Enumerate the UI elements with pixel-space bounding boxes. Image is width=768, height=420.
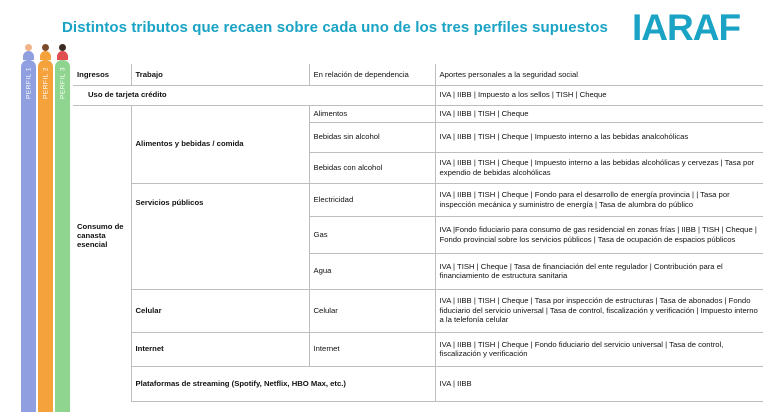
electricidad-taxes: IVA | IIBB | TISH | Cheque | Fondo para el desarrollo de energía provincia | | Tasa por inspección mecánica y suministro de energía | Tasa de alumbra do público — [435, 183, 763, 216]
alimentos-taxes: IVA | IIBB | TISH | Cheque — [435, 105, 763, 122]
agua-taxes: IVA | TISH | Cheque | Tasa de financiación del ente regulador | Contribución para el financiamiento de estructura sanitaria — [435, 253, 763, 289]
logo-text: IARAF — [632, 7, 741, 48]
perfil-3-bar — [55, 60, 70, 412]
gas-sub: Gas — [309, 216, 435, 253]
perfil-2-person-icon — [38, 44, 53, 60]
bebidas-con-taxes: IVA | IIBB | TISH | Cheque | Impuesto interno a las bebidas alcohólicas y cervezas | Tasa por expendio de bebidas alcohólicas — [435, 152, 763, 183]
perfil-1-label: PERFIL 1 — [25, 66, 32, 99]
table-row-internet — [73, 332, 763, 366]
perfil-2-label: PERFIL 2 — [42, 66, 49, 99]
electricidad-sub: Electricidad — [309, 183, 435, 216]
perfil-3-label: PERFIL 3 — [59, 66, 66, 99]
relacion-label: En relación de dependencia — [309, 64, 435, 85]
perfil-1-bar — [21, 60, 36, 412]
celular-label: Celular — [131, 289, 309, 332]
page-title: Distintos tributos que recaen sobre cada uno de los tres perfiles supuestos — [62, 19, 608, 36]
table-row-streaming — [73, 366, 763, 401]
bebidas-con-sub: Bebidas con alcohol — [309, 152, 435, 183]
consumo-label: Consumo de canasta esencial — [77, 221, 124, 250]
agua-sub: Agua — [309, 253, 435, 289]
bebidas-sin-taxes: IVA | IIBB | TISH | Cheque | Impuesto interno a las bebidas analcohólicas — [435, 122, 763, 152]
bebidas-sin-sub: Bebidas sin alcohol — [309, 122, 435, 152]
gas-taxes: IVA |Fondo fiduciario para consumo de gas residencial en zonas frías | IIBB | TISH | Cheque | Fondo provincial sobre los servicios públicos | Tasa de ocupación de espacios públicos — [435, 216, 763, 253]
table-row-alimentos — [73, 105, 763, 122]
table-row-tarjeta — [73, 85, 763, 105]
table-row-ingresos — [73, 64, 763, 85]
internet-sub: Internet — [309, 332, 435, 366]
alimentos-sub: Alimentos — [309, 105, 435, 122]
celular-sub: Celular — [309, 289, 435, 332]
perfil-2-bar — [38, 60, 53, 412]
internet-taxes: IVA | IIBB | TISH | Cheque | Fondo fiduciario del servicio universal | Tasa de control, fiscalización y verificación — [435, 332, 763, 366]
trabajo-label: Trabajo — [131, 64, 309, 85]
perfil-1-person-icon — [21, 44, 36, 60]
streaming-taxes: IVA | IIBB — [435, 366, 763, 401]
tarjeta-label: Uso de tarjeta crédito — [73, 85, 435, 105]
internet-label: Internet — [131, 332, 309, 366]
alimentos-label: Alimentos y bebidas / comida — [131, 105, 309, 183]
tax-table — [73, 64, 763, 402]
aportes-label: Aportes personales a la seguridad social — [435, 64, 763, 85]
servicios-label: Servicios públicos — [131, 183, 309, 289]
table-row-celular — [73, 289, 763, 332]
perfil-3-person-icon — [55, 44, 70, 60]
table-row-electricidad — [73, 183, 763, 216]
iaraf-logo — [632, 7, 742, 49]
ingresos-label: Ingresos — [73, 64, 131, 85]
streaming-label: Plataformas de streaming (Spotify, Netflix, HBO Max, etc.) — [131, 366, 435, 401]
tarjeta-taxes: IVA | IIBB | Impuesto a los sellos | TISH | Cheque — [435, 85, 763, 105]
celular-taxes: IVA | IIBB | TISH | Cheque | Tasa por inspección de estructuras | Tasa de abonados | Fondo fiduciario del servicio universal | Tasa de control, fiscalización y verificación | Impuesto interno a la telefonía celular — [435, 289, 763, 332]
